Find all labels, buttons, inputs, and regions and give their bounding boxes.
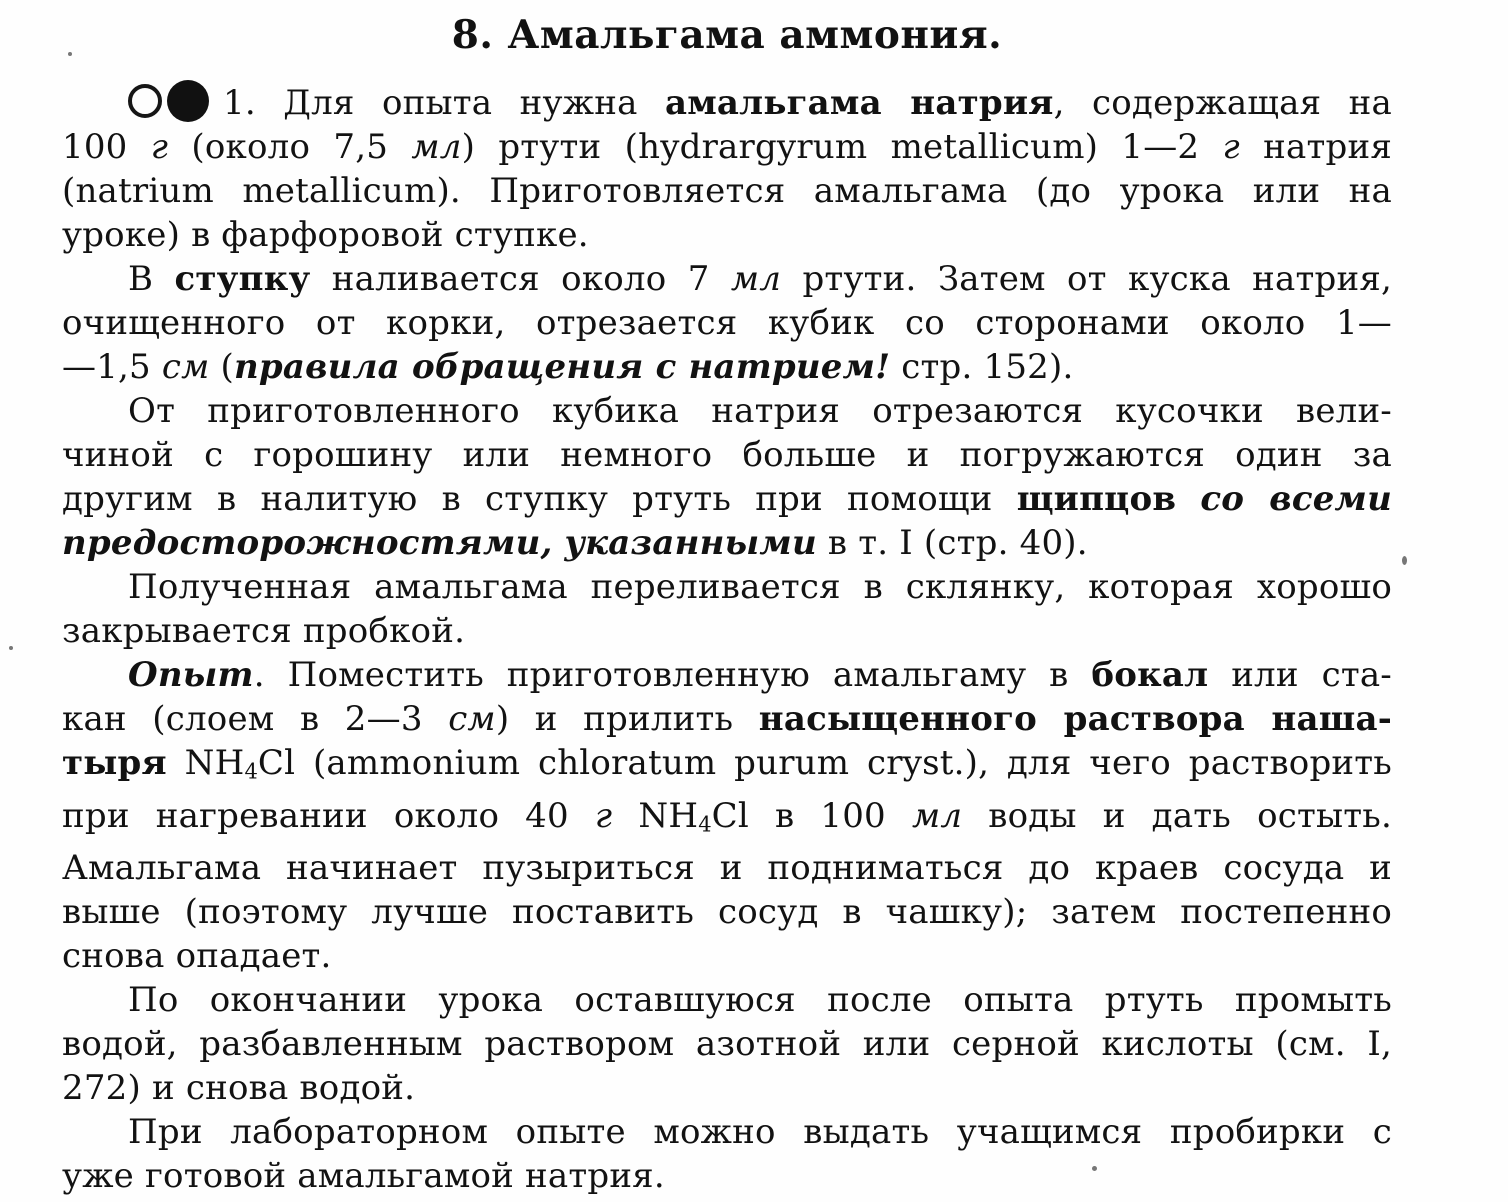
text-column bbox=[62, 0, 1392, 1198]
text-line bbox=[62, 653, 1392, 697]
text-run: предосторожностями, указанными bbox=[62, 523, 817, 563]
scan-speck bbox=[1092, 1166, 1097, 1171]
text-run: При лабораторном опыте можно выдать учащимся пробирки с bbox=[128, 1112, 1392, 1153]
text-run: Опыт bbox=[128, 655, 254, 695]
text-line bbox=[62, 389, 1392, 433]
text-run: 100 bbox=[62, 127, 151, 167]
text-run: в т. I (стр. 40). bbox=[816, 523, 1088, 563]
scan-speck bbox=[9, 646, 13, 650]
text-run: стр. 152). bbox=[890, 347, 1074, 387]
text-line bbox=[62, 1022, 1392, 1066]
text-run: NH bbox=[166, 743, 245, 783]
text-run: . Поместить приготовленную амальгаму в bbox=[253, 655, 1092, 695]
text-run: кан (слоем в 2—3 bbox=[62, 699, 449, 739]
text-run: водой, разбавленным раствором азотной или серной кислоты (см. I, bbox=[62, 1024, 1392, 1065]
text-line bbox=[62, 169, 1392, 213]
text-run: другим в налитую в ступку ртуть при помощи bbox=[62, 479, 1017, 519]
text-run: г bbox=[594, 795, 613, 836]
text-run: чиной с горошину или немного больше и погружаются один за bbox=[62, 435, 1392, 475]
text-line bbox=[62, 697, 1392, 741]
text-run bbox=[1176, 479, 1200, 519]
text-line bbox=[62, 978, 1392, 1022]
text-run: (natrium metallicum). Приготовляется амальгама (до урока или на bbox=[62, 171, 1392, 211]
text-line bbox=[62, 1154, 1392, 1198]
text-run: Cl (ammonium chloratum purum cryst.), для чего растворить bbox=[257, 743, 1392, 783]
text-run: мл bbox=[911, 795, 963, 836]
text-line bbox=[62, 477, 1392, 521]
text-run: В bbox=[128, 259, 175, 299]
text-run: или ста- bbox=[1208, 655, 1392, 695]
text-run: г bbox=[1222, 127, 1240, 167]
text-line bbox=[62, 345, 1392, 389]
text-run: (около 7,5 bbox=[168, 127, 412, 167]
text-run: см bbox=[448, 699, 496, 739]
paragraph bbox=[62, 80, 1392, 257]
text-run: ступку bbox=[174, 259, 311, 299]
text-run: тыря bbox=[62, 743, 167, 783]
text-run: мл bbox=[730, 259, 782, 299]
text-line bbox=[62, 433, 1392, 477]
text-run: ртути. Затем от куска натрия, bbox=[781, 259, 1392, 299]
text-line bbox=[62, 565, 1392, 609]
paragraph bbox=[62, 565, 1392, 653]
text-line bbox=[62, 80, 1392, 125]
section-title: 8. Амальгама аммония. bbox=[451, 12, 1003, 58]
text-line bbox=[62, 125, 1392, 169]
text-line bbox=[62, 213, 1392, 257]
text-run: очищенного от корки, отрезается кубик со сторонами около 1— bbox=[62, 303, 1392, 343]
text-run: 4 bbox=[698, 811, 712, 837]
text-run: ) и прилить bbox=[495, 699, 759, 739]
document-body bbox=[62, 80, 1392, 1198]
text-run: закрывается пробкой. bbox=[62, 611, 466, 651]
text-run: 4 bbox=[244, 758, 258, 784]
paragraph bbox=[62, 389, 1392, 565]
text-line bbox=[62, 794, 1392, 847]
text-run: натрия bbox=[1239, 127, 1393, 167]
text-run: Амальгама начинает пузыриться и подниматься до краев сосуда и bbox=[62, 848, 1392, 889]
text-run: уроке) в фарфоровой ступке. bbox=[62, 215, 589, 255]
text-run: От приготовленного кубика натрия отрезаются кусочки вели- bbox=[128, 391, 1392, 431]
text-run: По окончании урока оставшуюся после опыта ртуть промыть bbox=[128, 980, 1392, 1021]
text-run: —1,5 bbox=[62, 347, 162, 387]
text-line bbox=[62, 1110, 1392, 1154]
text-line bbox=[62, 301, 1392, 345]
text-run: амальгама натрия bbox=[664, 83, 1054, 123]
text-line bbox=[62, 521, 1392, 565]
text-run: Полученная амальгама переливается в склянку, которая хорошо bbox=[128, 567, 1392, 607]
text-run: см bbox=[161, 347, 210, 387]
text-run: снова опадает. bbox=[62, 936, 332, 977]
text-run: мл bbox=[411, 127, 462, 167]
text-run: ( bbox=[209, 347, 235, 387]
text-line bbox=[62, 846, 1392, 890]
text-line bbox=[62, 1066, 1392, 1110]
text-run: 272) и снова водой. bbox=[62, 1068, 416, 1109]
text-line bbox=[62, 741, 1392, 794]
text-line bbox=[62, 609, 1392, 653]
text-line bbox=[62, 934, 1392, 978]
text-run: NH bbox=[612, 795, 699, 836]
text-run: насыщенного раствора наша- bbox=[758, 699, 1393, 739]
circle-outline-icon bbox=[128, 84, 162, 118]
text-run: 1. Для опыта нужна bbox=[223, 83, 665, 123]
scan-speck bbox=[1402, 556, 1407, 565]
text-run: со всеми bbox=[1200, 479, 1392, 519]
circle-filled-icon bbox=[167, 80, 209, 122]
text-run: уже готовой амальгамой натрия. bbox=[62, 1156, 665, 1197]
text-run: бокал bbox=[1091, 655, 1209, 695]
text-run: , содержащая на bbox=[1053, 83, 1392, 123]
text-run: щипцов bbox=[1016, 479, 1177, 519]
text-line bbox=[62, 257, 1392, 301]
paragraph bbox=[62, 653, 1392, 978]
paragraph bbox=[62, 257, 1392, 389]
paragraph bbox=[62, 1110, 1392, 1198]
paragraph bbox=[62, 978, 1392, 1110]
text-run: ) ртути (hydrargyrum metallicum) 1—2 bbox=[461, 127, 1223, 167]
text-run: воды и дать остыть. bbox=[962, 795, 1392, 836]
text-run: Cl в 100 bbox=[711, 795, 912, 836]
text-run: при нагревании около 40 bbox=[62, 795, 595, 836]
text-line bbox=[62, 890, 1392, 934]
scan-speck bbox=[68, 52, 72, 56]
text-run: выше (поэтому лучше поставить сосуд в чашку); затем постепенно bbox=[62, 892, 1392, 933]
text-run: наливается около 7 bbox=[310, 259, 731, 299]
text-run: правила обращения с натрием! bbox=[234, 347, 891, 387]
text-run: г bbox=[150, 127, 169, 167]
